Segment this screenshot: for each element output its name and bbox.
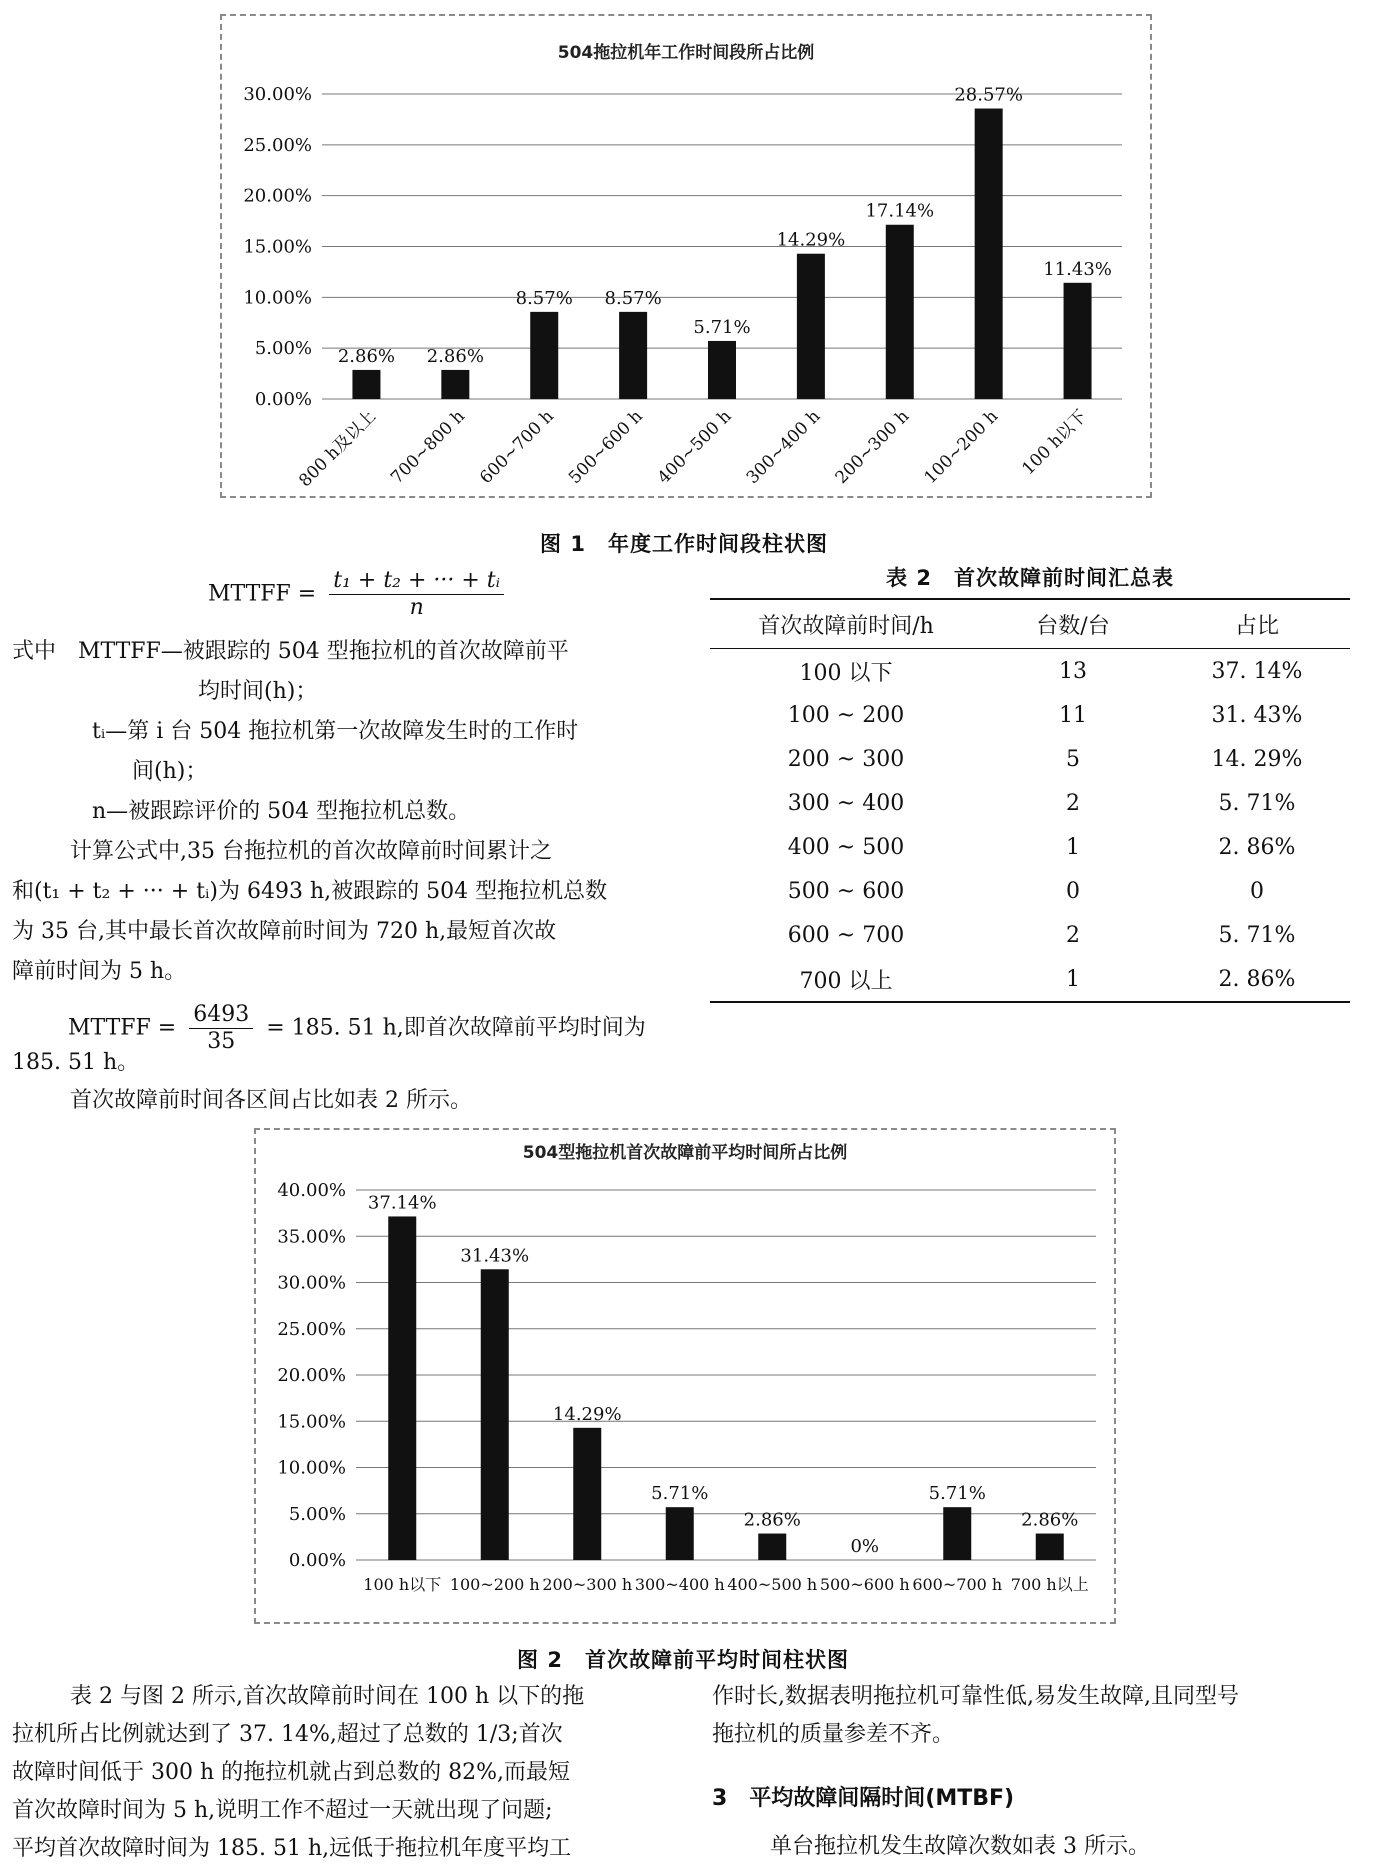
- y-tick-label: 25.00%: [277, 1318, 346, 1340]
- formula-mttff: [208, 568, 510, 621]
- figure2-chart: [254, 1128, 1116, 1624]
- x-category-label: 100 h以下: [363, 1575, 442, 1594]
- bottom-left-line: 首次故障时间为 5 h,说明工作不超过一天就出现了问题;: [12, 1798, 553, 1823]
- result-lhs: MTTFF =: [68, 1015, 177, 1041]
- x-category-label: 200~300 h: [542, 1575, 633, 1594]
- data-label: 31.43%: [460, 1245, 530, 1267]
- figure2-caption: 图 2 首次故障前平均时间柱状图: [517, 1648, 849, 1672]
- table2-cell: 200 ~ 300: [787, 746, 905, 772]
- table2-header: 占比: [1164, 599, 1350, 649]
- data-label: 8.57%: [604, 287, 662, 309]
- bar: [886, 225, 914, 399]
- bar: [1036, 1534, 1064, 1560]
- x-category-label: 500~600 h: [819, 1575, 910, 1594]
- bar: [975, 109, 1003, 399]
- table2-header-row: [710, 599, 1350, 649]
- bottom-left-paragraph: [12, 1678, 584, 1868]
- table2-cell: 700 以上: [710, 957, 982, 1002]
- y-tick-label: 40.00%: [277, 1180, 346, 1201]
- table2-header: 台数/台: [982, 599, 1164, 649]
- calc-line: 和(t₁ + t₂ + ··· + tᵢ)为 6493 h,被跟踪的 504 型拖拉机总数: [12, 879, 608, 904]
- table2-row: [710, 957, 1350, 1002]
- table2-cell: 1: [982, 957, 1164, 1002]
- calc-paragraph: [12, 832, 607, 992]
- table2-row: [710, 693, 1350, 737]
- bar: [352, 370, 380, 399]
- result-line2: 185. 51 h。: [12, 1050, 140, 1075]
- table2: [710, 598, 1350, 1003]
- data-label: 37.14%: [367, 1192, 437, 1214]
- bar: [573, 1428, 601, 1560]
- table2-row: [710, 825, 1350, 869]
- bottom-left-line: 拉机所占比例就达到了 37. 14%,超过了总数的 1/3;首次: [12, 1722, 563, 1747]
- figure1-svg: [222, 16, 1150, 496]
- y-tick-label: 10.00%: [243, 287, 312, 309]
- formula-fraction: [329, 568, 504, 621]
- data-label: 2.86%: [743, 1509, 801, 1531]
- table2-row: [710, 781, 1350, 825]
- bottom-left-line: 故障时间低于 300 h 的拖拉机就占到总数的 82%,而最短: [12, 1760, 571, 1785]
- x-category-label: 100~200 h: [449, 1575, 540, 1594]
- table2-cell: 37. 14%: [1211, 658, 1303, 684]
- y-tick-label: 15.00%: [277, 1411, 346, 1433]
- table2-cell: 2. 86%: [1218, 834, 1296, 860]
- definition-line: n—被跟踪评价的 504 型拖拉机总数。: [92, 799, 471, 824]
- definition-line: 均时间(h)；: [198, 679, 318, 704]
- data-label: 2.86%: [337, 345, 396, 367]
- bar: [481, 1269, 509, 1560]
- table2-row: [710, 737, 1350, 781]
- x-category-label: 400~500 h: [653, 406, 736, 489]
- result-rest: = 185. 51 h,即首次故障前平均时间为: [266, 1015, 646, 1041]
- bottom-right-line: 单台拖拉机发生故障次数如表 3 所示。: [770, 1834, 1150, 1859]
- x-category-label: 500~600 h: [564, 406, 647, 489]
- data-label: 5.71%: [928, 1483, 986, 1505]
- y-tick-label: 0.00%: [254, 389, 312, 410]
- result-numerator: 6493: [189, 1002, 253, 1029]
- x-category-label: 700 h以上: [1010, 1575, 1089, 1594]
- x-category-label: 100 h以下: [1018, 406, 1092, 480]
- table2-cell: 1: [1066, 834, 1080, 860]
- table2-header: 首次故障前时间/h: [710, 599, 982, 649]
- formula-numerator: t₁ + t₂ + ··· + tᵢ: [329, 568, 504, 595]
- section-heading: 3 平均故障间隔时间(MTBF): [712, 1786, 1015, 1811]
- table2-cell: 11: [1059, 702, 1087, 728]
- definition-line: tᵢ—第 i 台 504 拖拉机第一次故障发生时的工作时: [92, 719, 579, 744]
- data-label: 5.71%: [693, 316, 751, 338]
- y-tick-label: 15.00%: [243, 236, 312, 258]
- table2-cell: 300 ~ 400: [787, 790, 905, 816]
- table2-row: [710, 869, 1350, 913]
- table2-cell: 13: [1059, 658, 1087, 684]
- data-label: 17.14%: [865, 200, 935, 222]
- calc-line: 障前时间为 5 h。: [12, 959, 187, 984]
- y-tick-label: 0.00%: [288, 1550, 346, 1571]
- data-label: 2.86%: [426, 345, 484, 367]
- figure1-caption: 图 1 年度工作时间段柱状图: [540, 532, 828, 556]
- data-label: 14.29%: [552, 1403, 622, 1425]
- data-label: 0%: [850, 1536, 880, 1557]
- bar: [943, 1507, 971, 1560]
- table2-cell: 31. 43%: [1211, 702, 1303, 728]
- table2-cell: 5. 71%: [1218, 922, 1296, 948]
- data-label: 2.86%: [1021, 1509, 1079, 1531]
- bottom-right-line: 作时长,数据表明拖拉机可靠性低,易发生故障,且同型号: [712, 1684, 1239, 1709]
- table2-row: [710, 649, 1350, 694]
- x-category-label: 700~800 h: [387, 406, 469, 489]
- table2-cell: 0: [1250, 878, 1264, 904]
- bottom-left-line: 表 2 与图 2 所示,首次故障前时间在 100 h 以下的拖: [70, 1684, 585, 1709]
- chart-title: 504型拖拉机首次故障前平均时间所占比例: [522, 1143, 848, 1163]
- x-category-label: 800 h及以上: [295, 406, 380, 492]
- definitions-block: [12, 632, 578, 832]
- calc-line: 计算公式中,35 台拖拉机的首次故障前时间累计之: [70, 839, 552, 864]
- table2-cell: 400 ~ 500: [787, 834, 905, 860]
- figure1-chart: [220, 14, 1152, 498]
- x-category-label: 600~700 h: [912, 1575, 1003, 1594]
- y-tick-label: 30.00%: [243, 84, 312, 105]
- table2-cell: 5: [1066, 746, 1080, 772]
- table2-cell: 5. 71%: [1218, 790, 1296, 816]
- data-label: 28.57%: [954, 84, 1023, 106]
- bar: [758, 1534, 786, 1560]
- bar: [388, 1216, 416, 1560]
- formula-lhs: MTTFF =: [208, 581, 317, 607]
- bar: [708, 341, 736, 399]
- bottom-left-line: 平均首次故障时间为 185. 51 h,远低于拖拉机年度平均工: [12, 1836, 572, 1861]
- table2-cell: 100 ~ 200: [787, 702, 905, 728]
- figure2-svg: [256, 1130, 1114, 1622]
- bar: [1064, 283, 1092, 399]
- table2-cell: 500 ~ 600: [787, 878, 905, 904]
- result-denominator: 35: [207, 1029, 236, 1054]
- calc-line: 为 35 台,其中最长首次故障前时间为 720 h,最短首次故: [12, 919, 557, 944]
- table2-cell: 2. 86%: [1164, 957, 1350, 1002]
- y-tick-label: 20.00%: [277, 1365, 346, 1386]
- y-tick-label: 5.00%: [254, 338, 312, 360]
- table2-cell: 0: [1066, 878, 1080, 904]
- table2-cell: 100 以下: [799, 660, 893, 686]
- x-category-label: 600~700 h: [476, 406, 558, 489]
- bottom-right-paragraph: [712, 1678, 1239, 1754]
- data-label: 5.71%: [651, 1483, 709, 1505]
- bar: [797, 254, 825, 399]
- y-tick-label: 30.00%: [277, 1272, 346, 1294]
- data-label: 11.43%: [1043, 258, 1112, 280]
- x-category-label: 400~500 h: [727, 1575, 818, 1594]
- x-category-label: 300~400 h: [634, 1575, 725, 1594]
- chart-title: 504拖拉机年工作时间段所占比例: [557, 43, 815, 63]
- x-category-label: 100~200 h: [920, 406, 1003, 489]
- table2-cell: 2: [1066, 790, 1080, 816]
- data-label: 14.29%: [776, 229, 846, 251]
- x-category-label: 200~300 h: [831, 406, 914, 489]
- definition-line: 间(h)；: [132, 759, 208, 784]
- formula-denominator: n: [409, 595, 424, 620]
- result-formula: [68, 1002, 646, 1055]
- table-reference: 首次故障前时间各区间占比如表 2 所示。: [70, 1088, 472, 1113]
- table2-cell: 14. 29%: [1211, 746, 1303, 772]
- y-tick-label: 25.00%: [243, 134, 312, 156]
- table2-title: 表 2 首次故障前时间汇总表: [886, 566, 1174, 590]
- bar: [441, 370, 469, 399]
- bottom-right-line: 拖拉机的质量参差不齐。: [712, 1722, 955, 1747]
- y-tick-label: 5.00%: [288, 1503, 346, 1525]
- y-tick-label: 20.00%: [243, 185, 312, 207]
- bar: [666, 1507, 694, 1560]
- result-fraction: [189, 1002, 253, 1055]
- y-tick-label: 35.00%: [277, 1226, 346, 1248]
- definition-line: 式中 MTTFF—被跟踪的 504 型拖拉机的首次故障前平: [12, 639, 569, 664]
- table2-cell: 600 ~ 700: [787, 922, 905, 948]
- bar: [530, 312, 558, 399]
- bar: [619, 312, 647, 399]
- data-label: 8.57%: [515, 287, 573, 309]
- x-category-label: 300~400 h: [742, 406, 825, 489]
- y-tick-label: 10.00%: [277, 1457, 346, 1479]
- table2-cell: 2: [1066, 922, 1080, 948]
- table2-row: [710, 913, 1350, 957]
